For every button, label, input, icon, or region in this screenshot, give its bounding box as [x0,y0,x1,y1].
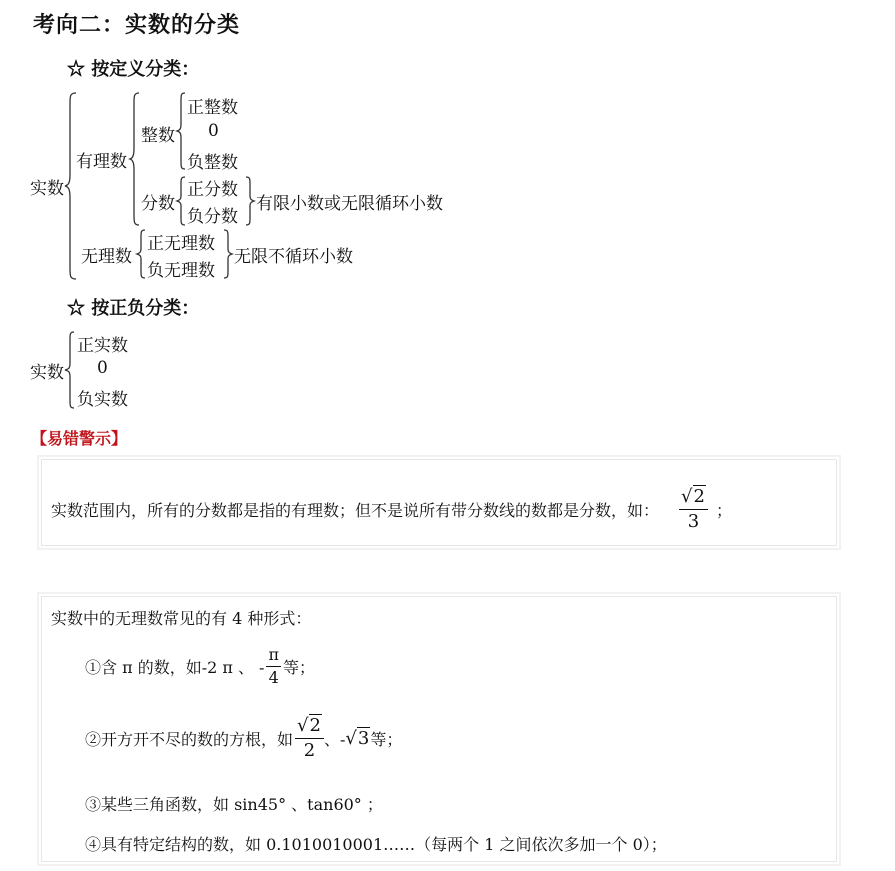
warning-box-2 [37,592,841,866]
box2-item-1 [85,641,315,691]
brace-integers [176,92,187,170]
tree-neg-irr: 负无理数 [147,261,215,281]
brace-irrational [136,229,147,279]
tree-neg-frac: 负分数 [187,207,238,227]
warning-box-1 [37,455,841,550]
tree-zero: 0 [208,121,219,141]
box2-item-2-text: ②开方开不尽的数的方根，如 [85,729,294,749]
fraction-sqrt2-over-3: $\frac{√2}{3}$ [679,488,708,531]
section-by-definition-title: ☆ 按定义分类： [67,59,200,80]
tree-fractions: 分数 [141,194,175,214]
fraction-pi-numerator: π [266,647,281,667]
tree-irr-note: 无限不循环小数 [234,247,353,267]
warning-text-1-body: 实数范围内，所有的分数都是指的有理数；但不是说所有带分数线的数都是分数，如： [51,500,660,520]
close-brace-fractions [244,176,256,226]
tree-fraction-note: 有限小数或无限循环小数 [256,194,443,214]
box2-item-4: ④具有特定结构的数，如 0.1010010001……（每两个 1 之间依次多加一个 0）； [85,835,667,854]
sign-pos: 正实数 [77,336,128,356]
fraction-numerator: 2 [693,485,705,507]
fraction-sqrt2-over-2: $\frac{√2}{2}$ [295,717,324,760]
fraction-denominator: 3 [687,510,700,532]
warning-label: 【易错警示】 [31,429,128,448]
page-title: 考向二：实数的分类 [33,12,241,38]
box2-intro: 实数中的无理数常见的有 4 种形式： [51,609,312,628]
tree-pos-irr: 正无理数 [147,234,215,254]
box2-item-1-end: 等； [282,657,315,677]
tree-irrational: 无理数 [81,247,132,267]
sqrt3: √3 [345,727,370,749]
tree-rational: 有理数 [76,152,127,172]
box2-item-1-text: ①含 π 的数，如-2 π 、 - [85,657,265,677]
sqrt3-radicand: 3 [357,727,370,749]
tree-pos-int: 正整数 [187,98,238,118]
fraction-pi-denominator: 4 [268,667,279,687]
tree-root-real: 实数 [30,179,64,199]
fraction-2-denominator: 2 [303,739,316,761]
warning-text-1-end: ； [715,500,732,520]
tree-pos-frac: 正分数 [187,180,238,200]
tree-integers: 整数 [141,126,175,146]
brace-real [64,92,78,280]
sign-neg: 负实数 [77,390,128,410]
box2-item-2 [85,708,402,768]
sign-zero: 0 [97,358,108,378]
section-by-sign-title: ☆ 按正负分类： [67,298,200,319]
brace-rational [129,92,141,226]
sign-root-real: 实数 [30,363,64,383]
tree-neg-int: 负整数 [187,153,238,173]
fraction-pi-over-4 [266,644,281,687]
box2-item-2-end: 等； [370,729,403,749]
box2-item-2-mid: 、- [323,729,346,749]
box2-item-3: ③某些三角函数，如 sin45° 、tan60° ； [85,795,383,814]
warning-text-1 [51,479,732,539]
brace-sign [64,331,76,409]
sqrt2-radicand: 2 [309,714,321,736]
close-brace-irrational [222,229,234,279]
brace-fractions [176,176,187,226]
